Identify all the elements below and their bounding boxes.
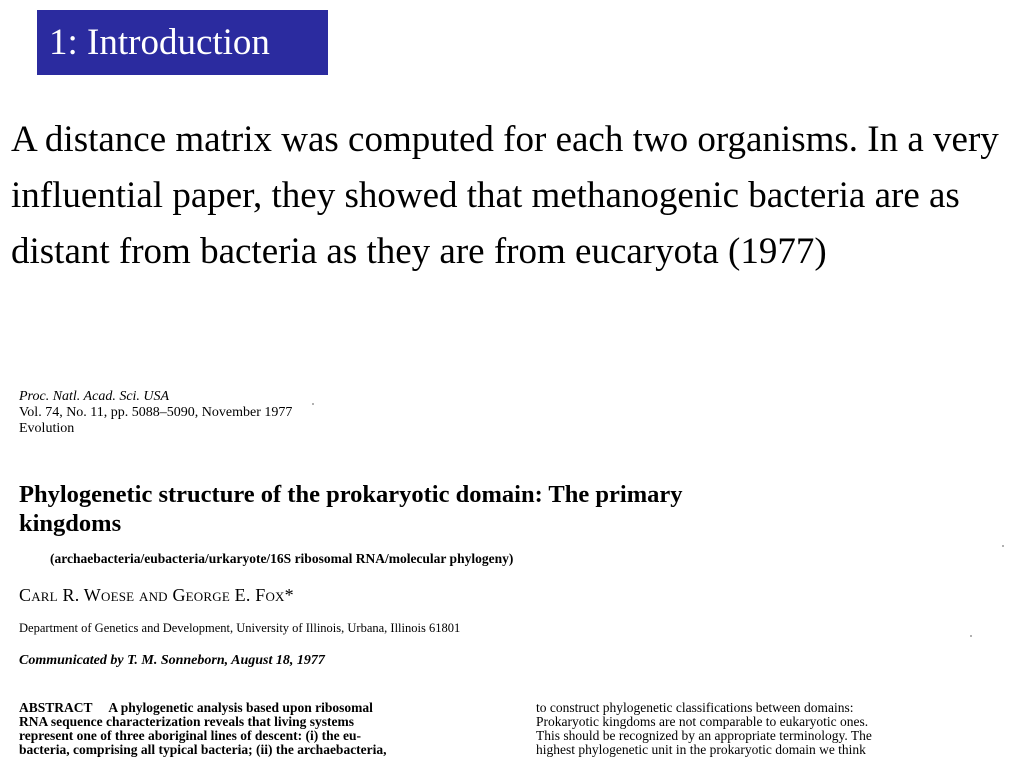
paper-right-column bbox=[536, 701, 872, 757]
paper-communicated: Communicated by T. M. Sonneborn, August 18, 1977 bbox=[19, 653, 325, 668]
paper-keywords: (archaebacteria/eubacteria/urkaryote/16S ribosomal RNA/molecular phylogeny) bbox=[50, 551, 514, 566]
scan-speck bbox=[970, 635, 972, 637]
abstract-line: bacteria, comprising all typical bacteria; (ii) the archaebacteria, bbox=[19, 742, 387, 757]
right-column-line: This should be recognized by an appropriate terminology. The bbox=[536, 728, 872, 743]
scan-speck bbox=[1002, 545, 1004, 547]
paper-scan-image bbox=[0, 385, 1024, 768]
paper-affiliation: Department of Genetics and Development, University of Illinois, Urbana, Illinois 61801 bbox=[19, 621, 461, 635]
abstract-line: RNA sequence characterization reveals that living systems bbox=[19, 714, 354, 729]
slide-title: 1: Introduction bbox=[37, 10, 328, 75]
right-column-line: highest phylogenetic unit in the prokaryotic domain we think bbox=[536, 742, 866, 757]
scan-speck bbox=[312, 403, 314, 405]
slide-body-text: A distance matrix was computed for each two organisms. In a very influential paper, they showed that methanogenic bacteria are as distant from bacteria as they are from eucaryota (1977) bbox=[11, 119, 999, 272]
right-column-line: to construct phylogenetic classifications between domains: bbox=[536, 700, 854, 715]
paper-authors: Carl R. Woese and George E. Fox* bbox=[19, 585, 294, 605]
right-column-line: Prokaryotic kingdoms are not comparable to eukaryotic ones. bbox=[536, 714, 869, 729]
paper-volume: Vol. 74, No. 11, pp. 5088–5090, November 1977 bbox=[19, 405, 293, 420]
abstract-line: represent one of three aboriginal lines of descent: (i) the eu- bbox=[19, 728, 361, 743]
paper-section: Evolution bbox=[19, 421, 75, 436]
paper-title-line: kingdoms bbox=[19, 510, 122, 537]
paper-abstract-column bbox=[19, 701, 387, 757]
abstract-line: ABSTRACT A phylogenetic analysis based upon ribosomal bbox=[19, 700, 373, 715]
paper-title-line: Phylogenetic structure of the prokaryotic domain: The primary bbox=[19, 481, 683, 508]
paper-title bbox=[19, 480, 682, 538]
paper-journal: Proc. Natl. Acad. Sci. USA bbox=[19, 389, 170, 404]
